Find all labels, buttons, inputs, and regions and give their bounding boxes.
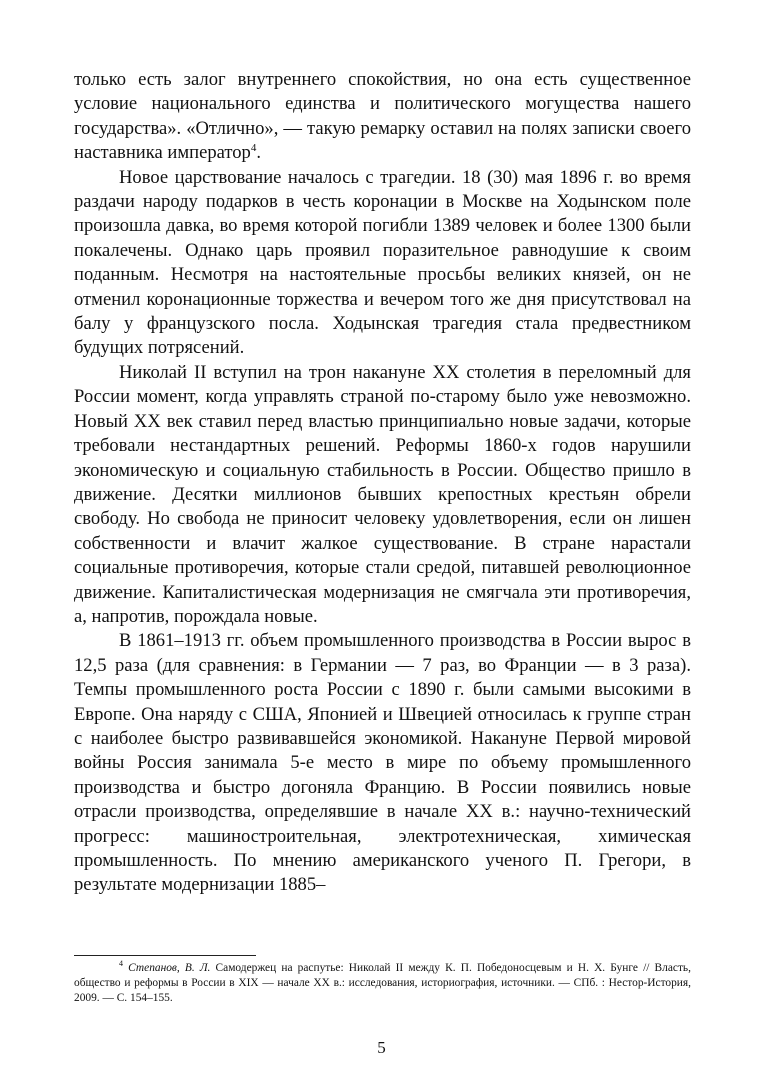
paragraph-2: Новое царствование началось с трагедии. 18 (30) мая 1896 г. во время раздачи народу подарков в честь коронации в Москве на Ходынском поле произошла давка, во время которой погибли 1389 человек и более 1300 были покалечены. Однако царь проявил поразительное равнодушие к своим поданным. Несмотря на настоятельные просьбы великих князей, он не отменил коронационные торжества и вечером того же дня присутствовал на балу у французского посла. Ходынская трагедия стала предвестником будущих потрясений. <box>74 166 691 359</box>
page-number: 5 <box>377 1038 386 1057</box>
footnote <box>74 961 691 1006</box>
footnote-author: Степанов, В. Л. <box>128 962 211 974</box>
paragraph-3: Николай II вступил на трон накануне XX столетия в переломный для России момент, когда управлять страной по-старому было уже невозможно. Новый XX век ставил перед властью принципиально новые задачи, которые требовали нестандартных решений. Реформы 1860-х годов нарушили экономическую и социальную стабильность в России. Общество пришло в движение. Десятки миллионов бывших крепостных крестьян обрели свободу. Но свобода не приносит человеку удовлетворения, если он лишен собственности и влачит жалкое существование. В стране нарастали социальные противоречия, которые стали средой, питавшей революционное движение. Капиталистическая модернизация не смягчала эти противоречия, а, напротив, порождала новые. <box>74 361 691 627</box>
paragraph-4: В 1861–1913 гг. объем промышленного производства в России вырос в 12,5 раза (для сравнения: в Германии — 7 раз, во Франции — в 3 раза). Темпы промышленного роста России с 1890 г. были самыми высокими в Европе. Она наряду с США, Японией и Швецией относилась к группе стран с наиболее быстро развивавшейся экономикой. Накануне Первой мировой войны Россия занимала 5-е место в мире по объему промышленного производства и быстро догоняла Францию. В России появились новые отрасли производства, определявшие в начале XX в.: научно-технический прогресс: машиностроительная, электротехническая, химическая промышленность. По мнению американского ученого П. Грегори, в результате модернизации 1885– <box>74 630 691 896</box>
paragraph-1-trail: . <box>256 142 262 164</box>
paragraph-1 <box>74 68 691 166</box>
footnote-reference: 4 <box>250 142 257 155</box>
footnote-text: Самодержец на распутье: Николай II между К. П. Победоносцевым и Н. Х. Бунге // Власть, общество и реформы в России в XIX — начале XX в.: исследования, историография, источники. — СПб. : Нестор-История, 2009. — С. 154–155. <box>74 962 691 1004</box>
footnote-divider <box>74 955 256 956</box>
footnote-number: 4 <box>119 959 123 969</box>
paragraph-1-text: только есть залог внутреннего спокойствия, но она есть существенное условие национального единства и политического могущества нашего государства». «Отлично», — такую ремарку оставил на полях записки своего наставника император <box>74 69 691 164</box>
main-text <box>74 68 691 898</box>
